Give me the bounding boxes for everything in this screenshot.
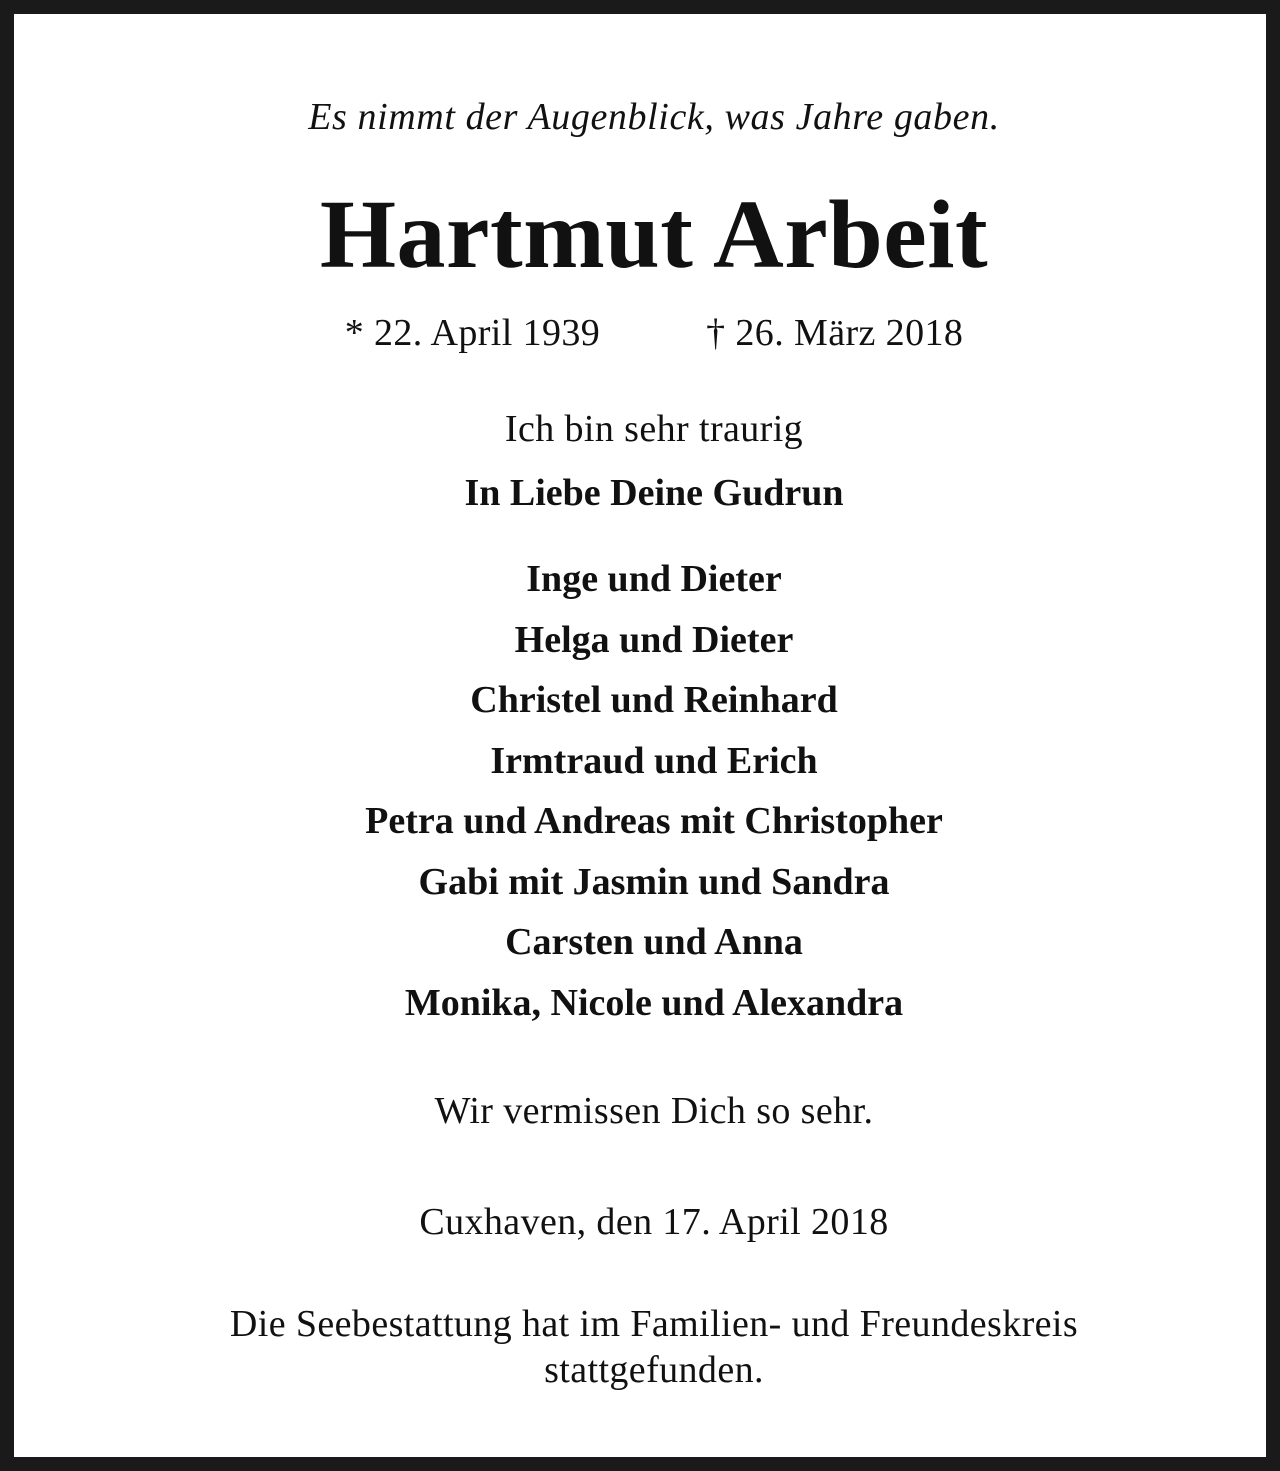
closing-sentiment: Wir vermissen Dich so sehr.	[434, 1090, 874, 1132]
deceased-name: Hartmut Arbeit	[319, 181, 989, 289]
mourner-item: Helga und Dieter	[514, 618, 794, 661]
burial-note-line-2: stattgefunden.	[544, 1349, 764, 1391]
mourner-item: Irmtraud und Erich	[490, 739, 818, 782]
mourner-item: Inge und Dieter	[526, 558, 782, 600]
mourners-list	[28, 557, 1280, 1041]
mourner-item: Monika, Nicole und Alexandra	[404, 981, 904, 1024]
burial-note-line-1: Die Seebestattung hat im Familien- und Freundeskreis	[229, 1303, 1079, 1345]
motto-quote: Es nimmt der Augenblick, was Jahre gaben.	[308, 96, 1000, 138]
place-and-date: Cuxhaven, den 17. April 2018	[419, 1201, 889, 1243]
grief-statement: Ich bin sehr traurig	[504, 408, 804, 450]
burial-note	[28, 1301, 1280, 1393]
mourner-item: Carsten und Anna	[505, 921, 803, 963]
mourner-item: Gabi mit Jasmin und Sandra	[418, 860, 890, 903]
death-date: † 26. März 2018	[706, 312, 964, 354]
mourner-item: Petra und Andreas mit Christopher	[365, 800, 943, 842]
life-dates	[28, 314, 1280, 352]
birth-date: * 22. April 1939	[344, 312, 601, 354]
spouse-signature: In Liebe Deine Gudrun	[464, 472, 844, 514]
mourner-item: Christel und Reinhard	[470, 679, 838, 721]
